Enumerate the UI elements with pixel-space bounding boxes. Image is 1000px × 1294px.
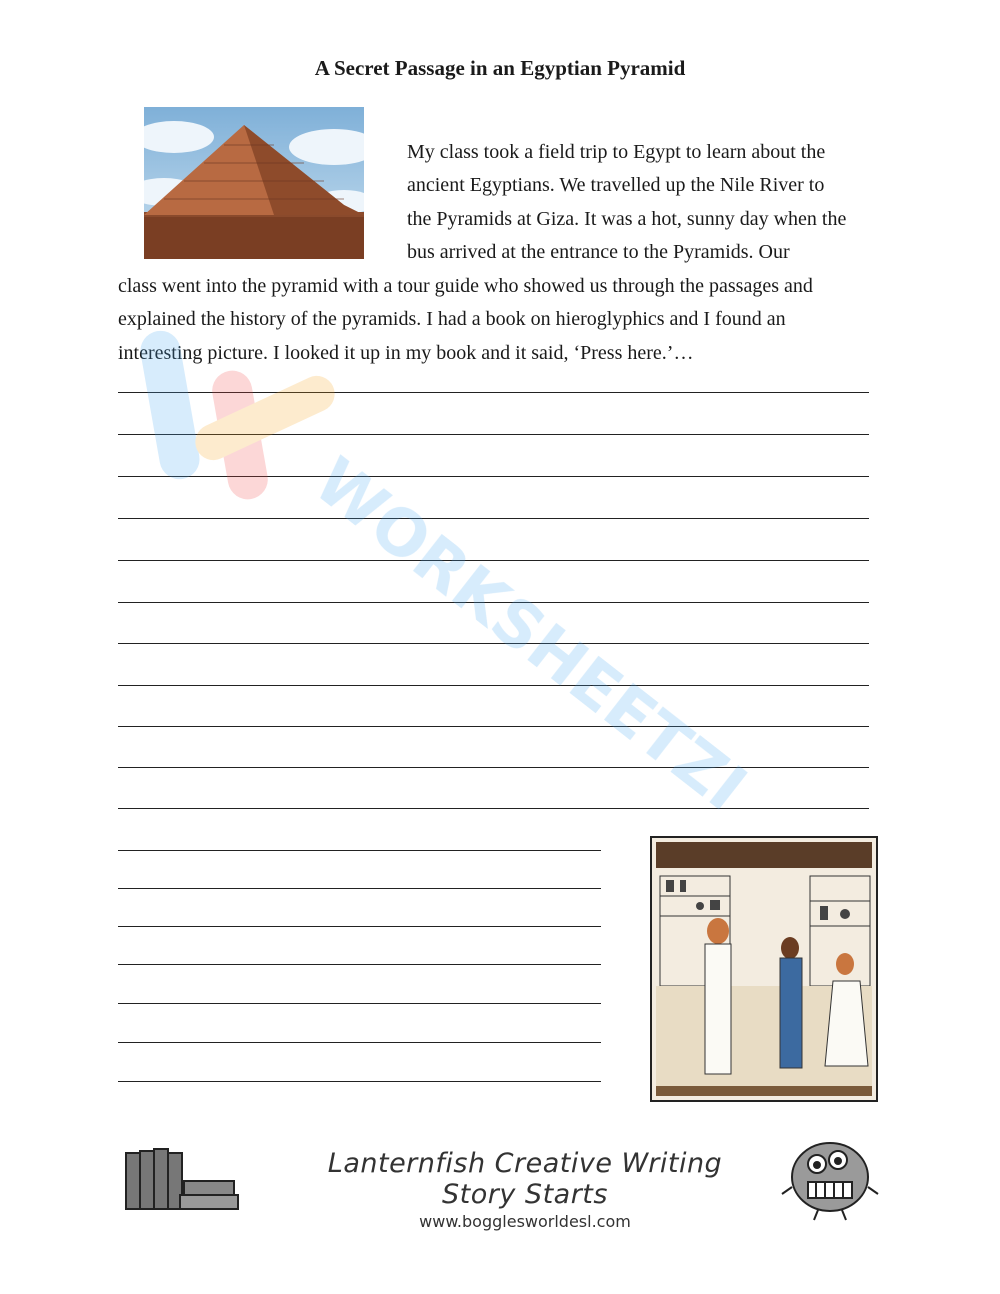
footer-url[interactable]: www.bogglesworldesl.com (419, 1212, 631, 1231)
story-line: bus arrived at the entrance to the Pyramids. Our (407, 241, 790, 264)
writing-line[interactable] (118, 560, 869, 561)
story-line: My class took a field trip to Egypt to learn about the (407, 141, 826, 163)
writing-line[interactable] (118, 1042, 601, 1043)
writing-line[interactable] (118, 964, 601, 965)
writing-line[interactable] (118, 808, 869, 809)
story-line: interesting picture. I looked it up in my book and it said, ‘Press here.’… (118, 341, 694, 364)
story-line: the Pyramids at Giza. It was a hot, sunny day when the (407, 207, 847, 230)
story-intro (407, 136, 887, 270)
story-continued (118, 270, 888, 370)
writing-line[interactable] (118, 518, 869, 519)
story-line: ancient Egyptians. We travelled up the Nile River to (407, 174, 825, 197)
story-line: class went into the pyramid with a tour guide who showed us through the passages and (118, 275, 813, 297)
monster-icon (780, 1132, 880, 1222)
books-icon (120, 1145, 240, 1215)
writing-line[interactable] (118, 888, 601, 889)
writing-line[interactable] (118, 1081, 601, 1082)
egyptian-tomb-illustration-icon (650, 836, 878, 1102)
writing-line[interactable] (118, 850, 601, 851)
writing-line[interactable] (118, 602, 869, 603)
writing-line[interactable] (118, 392, 869, 393)
pyramid-illustration-icon (144, 107, 364, 259)
writing-line[interactable] (118, 1003, 601, 1004)
watermark-logo-icon (130, 290, 830, 850)
page-title: A Secret Passage in an Egyptian Pyramid (314, 56, 686, 80)
writing-line[interactable] (118, 926, 601, 927)
footer-brand-name: Lanternfish Creative Writing Story Starts (327, 1148, 723, 1210)
watermark-text: WORKSHEETZI (300, 444, 760, 826)
writing-line[interactable] (118, 476, 869, 477)
writing-line[interactable] (118, 643, 869, 644)
writing-line[interactable] (118, 767, 869, 768)
writing-line[interactable] (118, 685, 869, 686)
footer-brand (320, 1148, 730, 1231)
writing-line[interactable] (118, 726, 869, 727)
writing-line[interactable] (118, 434, 869, 435)
story-line: explained the history of the pyramids. I had a book on hieroglyphics and I found an (118, 308, 786, 331)
